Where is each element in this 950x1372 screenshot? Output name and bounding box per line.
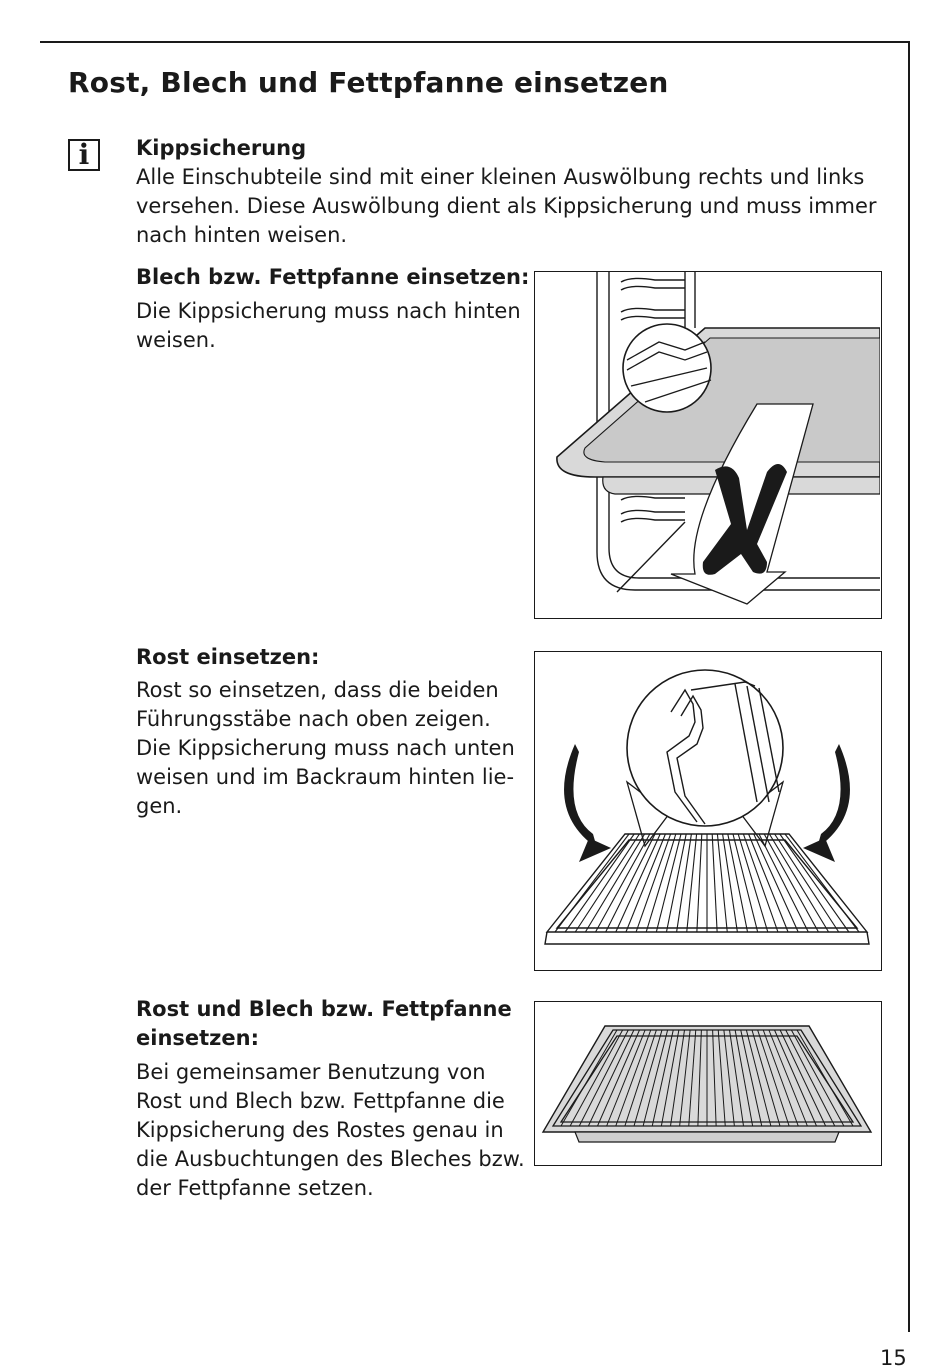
section-text-line: Kippsicherung des Rostes genau in [136,1118,504,1142]
rack-wire [666,834,686,932]
page-title: Rost, Blech und Fettpfanne einsetzen [68,66,669,99]
info-icon [68,139,100,171]
section-text-line: Rost und Blech bzw. Fettpfanne die [136,1089,505,1113]
rack-wire [728,834,748,932]
section-text-line: Bei gemeinsamer Benutzung von [136,1060,486,1084]
section-text-line: der Fettpfanne setzen. [136,1176,374,1200]
right-rule [908,41,910,1332]
section-text-line: Rost so einsetzen, dass die beiden [136,678,499,702]
section-text-line: die Ausbuchtungen des Bleches bzw. [136,1147,525,1171]
tray-insertion-illustration [534,271,882,619]
section-text-line: gen. [136,794,183,818]
section-text-line: weisen. [136,328,216,352]
rack-wire [712,834,717,932]
info-text-line: nach hinten weisen. [136,223,348,247]
rack-wire [717,834,727,932]
section-heading: Rost einsetzen: [136,645,320,669]
section-heading: Blech bzw. Fettpfanne einsetzen: [136,265,530,289]
info-text-line: Alle Einschubteile sind mit einer kleinen Auswölbung rechts und links [136,165,865,189]
section-heading: einsetzen: [136,1026,259,1050]
section-text-line: weisen und im Backraum hinten lie- [136,765,515,789]
page-number: 15 [880,1346,907,1370]
rack-wire [697,834,702,932]
rack-insertion-illustration [534,651,882,971]
rack-wire [723,834,738,932]
section-heading: Rost und Blech bzw. Fettpfanne [136,997,512,1021]
rack-wire [687,834,697,932]
top-rule [40,41,910,43]
rack-wire [677,834,692,932]
rack-wire [646,834,676,932]
section-text-line: Die Kippsicherung muss nach unten [136,736,515,760]
info-text-line: versehen. Diese Auswölbung dient als Kippsicherung und muss immer [136,194,877,218]
info-heading: Kippsicherung [136,136,307,160]
section-text-line: Die Kippsicherung muss nach hinten [136,299,521,323]
info-icon-glyph: i [78,138,90,171]
rack-wire [738,834,768,932]
rack-and-tray-illustration [534,1001,882,1166]
section-text-line: Führungsstäbe nach oben zeigen. [136,707,491,731]
